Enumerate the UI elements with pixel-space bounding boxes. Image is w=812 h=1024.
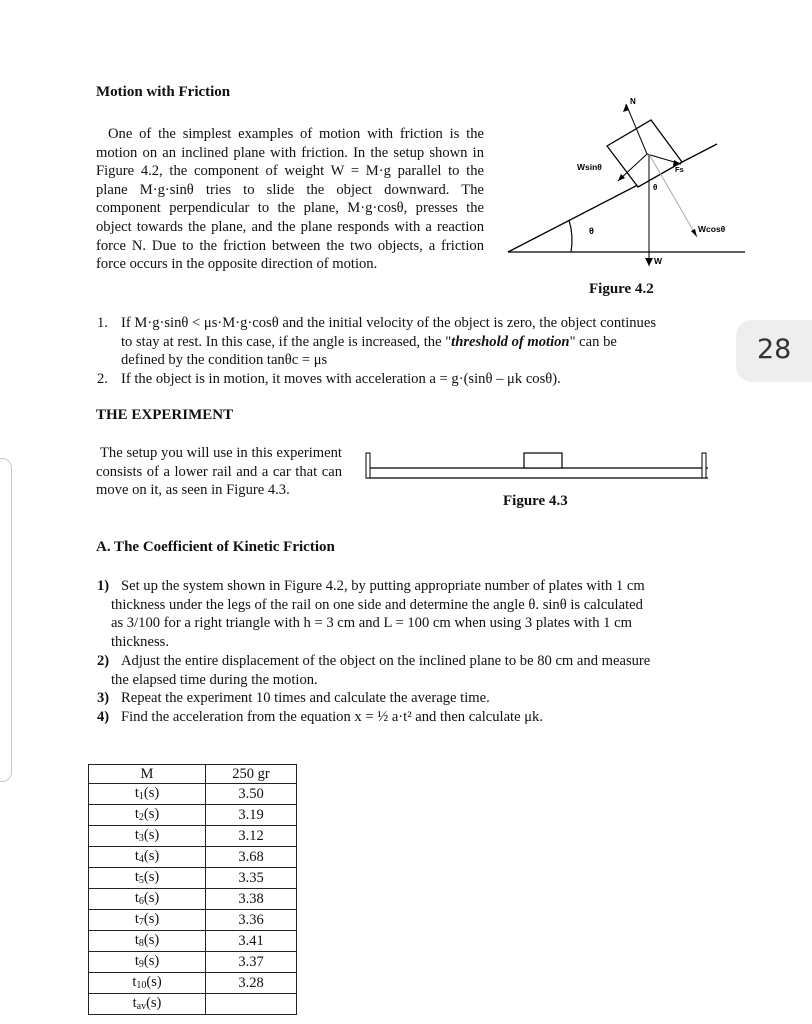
table-row-value [206, 994, 297, 1015]
figure-4-2-caption: Figure 4.2 [589, 281, 654, 297]
angle-arc [569, 220, 572, 252]
table-row [89, 847, 297, 868]
figure-4-3-caption: Figure 4.3 [503, 493, 568, 509]
table-row-value: 3.50 [206, 784, 297, 805]
table-row-label: tav(s) [89, 994, 206, 1015]
table-row-value: 3.19 [206, 805, 297, 826]
incline-surface [508, 144, 717, 252]
table-row-label: t9(s) [89, 952, 206, 973]
step-4-number: 4) [97, 709, 110, 725]
table-header-label: M [89, 765, 206, 784]
weight-arrowhead [645, 258, 653, 266]
condition-1-number: 1. [97, 315, 108, 331]
table-header-row [89, 765, 297, 784]
step-3-number: 3) [97, 690, 110, 706]
time-measurements-table [88, 764, 297, 1015]
normal-label: N [630, 97, 636, 106]
step-2-number: 2) [97, 653, 110, 669]
condition-1-line-3: defined by the condition tanθc = μs [121, 352, 328, 369]
table-row [89, 910, 297, 931]
theta-inner-label: θ [653, 183, 658, 192]
wsin-label: Wsinθ [577, 162, 602, 172]
experiment-title: THE EXPERIMENT [96, 407, 234, 423]
step-4-line-1: Find the acceleration from the equation x = ½ a·t² and then calculate μk. [121, 709, 544, 725]
table-row-value: 3.28 [206, 973, 297, 994]
threshold-of-motion-emphasis: threshold of motion [451, 333, 570, 350]
steps-list [97, 577, 727, 727]
wcos-arrowhead [691, 229, 697, 237]
table-row-value: 3.68 [206, 847, 297, 868]
condition-1-line-2-end: " can be [569, 333, 617, 350]
table-row-value: 3.41 [206, 931, 297, 952]
table-row [89, 931, 297, 952]
table-row-value: 3.38 [206, 889, 297, 910]
table-row-label: t7(s) [89, 910, 206, 931]
table-row [89, 826, 297, 847]
table-row [89, 952, 297, 973]
conditions-list [97, 314, 727, 394]
rail-left-end [366, 453, 370, 478]
step-2-line-2: the elapsed time during the motion. [111, 671, 318, 688]
condition-2-line-1: If the object is in motion, it moves with acceleration a = g·(sinθ – μk cosθ). [121, 371, 561, 387]
condition-2-number: 2. [97, 371, 108, 387]
table-row [89, 868, 297, 889]
table-row-value: 3.35 [206, 868, 297, 889]
table-row-label: t6(s) [89, 889, 206, 910]
step-3-line-1: Repeat the experiment 10 times and calculate the average time. [121, 690, 490, 706]
left-page-frame [0, 458, 12, 782]
table-row-label: t1(s) [89, 784, 206, 805]
block [607, 120, 682, 187]
table-row-label: t10(s) [89, 973, 206, 994]
table-row [89, 784, 297, 805]
friction-label: Fs [675, 165, 684, 174]
table-row-value: 3.12 [206, 826, 297, 847]
rail-right-end [702, 453, 706, 478]
table-row [89, 805, 297, 826]
wcos-label: Wcosθ [698, 224, 726, 234]
experiment-paragraph: The setup you will use in this experiment consists of a lower rail and a car that can move on it, as seen in Figure 4.3. [96, 445, 342, 499]
condition-1-line-2-start: to stay at rest. In this case, if the angle is increased, the " [121, 333, 452, 350]
table-row [89, 994, 297, 1015]
table-row-value: 3.36 [206, 910, 297, 931]
step-2-line-1: Adjust the entire displacement of the object on the inclined plane to be 80 cm and measure [121, 653, 651, 669]
step-1-line-2: thickness under the legs of the rail on one side and determine the angle θ. sinθ is calculated [111, 596, 643, 613]
figure-4-3-rail [363, 450, 713, 482]
condition-1-line-2 [121, 333, 617, 352]
table-row-label: t5(s) [89, 868, 206, 889]
table-row [89, 973, 297, 994]
weight-label: W [654, 256, 663, 266]
section-title: Motion with Friction [96, 84, 231, 100]
intro-paragraph: One of the simplest examples of motion with friction is the motion on an inclined plane with friction. In the setup shown in Figure 4.2, the component of weight W = M·g parallel to the plane M·g·sinθ tries to slide the object downward. The component perpendicular to the plane, M·g·cosθ, presses the object towards the plane, and the plane responds with a reaction force N. Due to the friction between the two objects, a friction force occurs in the opposite direction of motion. [96, 126, 484, 273]
step-1-line-3: as 3/100 for a right triangle with h = 3 cm and L = 100 cm when using 3 plates with 1 cm [111, 615, 632, 632]
table-row [89, 889, 297, 910]
step-1-number: 1) [97, 578, 110, 594]
page-number: 28 [757, 334, 792, 365]
figure-4-2-inclined-plane [505, 92, 755, 272]
table-header-value: 250 gr [206, 765, 297, 784]
table-row-label: t2(s) [89, 805, 206, 826]
car [524, 453, 562, 468]
theta-angle-label: θ [589, 226, 594, 236]
step-1-line-4: thickness. [111, 633, 169, 650]
table-row-label: t8(s) [89, 931, 206, 952]
table-row-label: t3(s) [89, 826, 206, 847]
table-row-value: 3.37 [206, 952, 297, 973]
part-a-title: A. The Coefficient of Kinetic Friction [96, 539, 335, 555]
step-1-line-1: Set up the system shown in Figure 4.2, by putting appropriate number of plates with 1 cm [121, 578, 645, 594]
condition-1-line-1: If M·g·sinθ < μs·M·g·cosθ and the initial velocity of the object is zero, the object continues [121, 315, 657, 331]
table-row-label: t4(s) [89, 847, 206, 868]
